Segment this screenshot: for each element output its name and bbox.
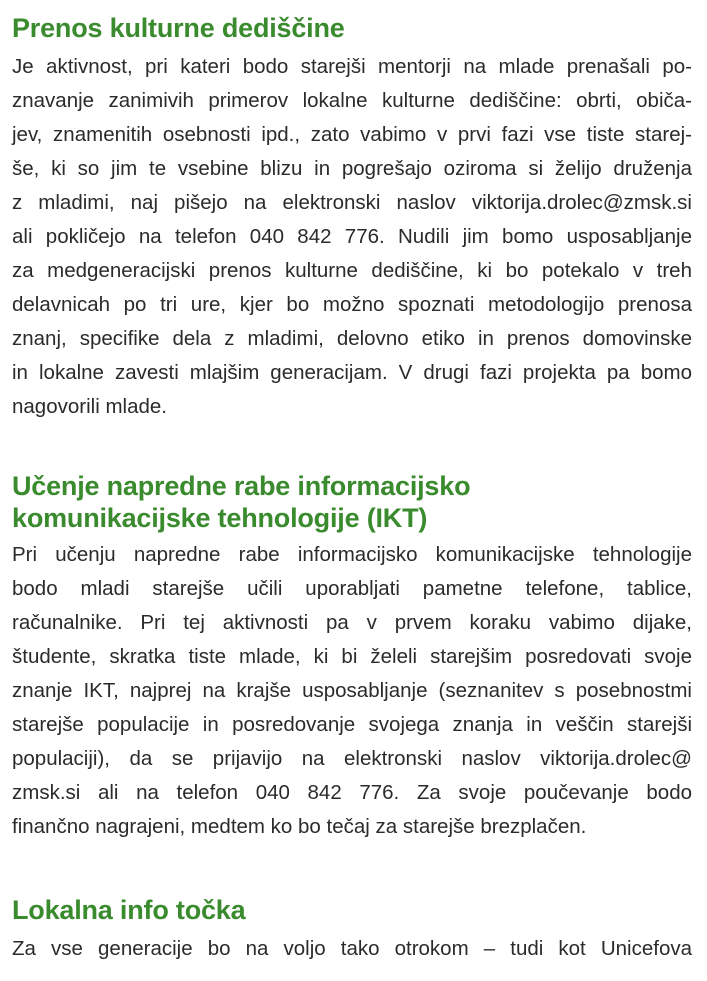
text-line: starejše populacije in posredovanje svojega znanja in veščin starejši	[12, 713, 692, 736]
text-line: in lokalne zavesti mlajšim generacijam. V drugi fazi projekta pa bomo	[12, 361, 692, 384]
text-line: znanj, specifike dela z mladimi, delovno etiko in prenos domovinske	[12, 327, 692, 350]
text-line: delavnicah po tri ure, kjer bo možno spoznati metodologijo prenosa	[12, 293, 692, 316]
section-heading	[12, 894, 692, 926]
section-cultural-heritage	[12, 12, 692, 424]
heading-line: Lokalna info točka	[12, 895, 246, 925]
heading-line: Učenje napredne rabe informacijsko	[12, 471, 471, 501]
text-line: znanje IKT, najprej na krajše usposabljanje (seznanitev s posebnostmi	[12, 679, 692, 702]
section-ict-learning	[12, 470, 692, 844]
heading-line: komunikacijske tehnologije (IKT)	[12, 503, 428, 533]
text-line: še, ki so jim te vsebine blizu in pogrešajo oziroma si želijo druženja	[12, 157, 692, 180]
section-heading	[12, 470, 692, 534]
text-line: za medgeneracijski prenos kulturne dediščine, ki bo potekalo v treh	[12, 259, 692, 282]
text-line: ali pokličejo na telefon 040 842 776. Nudili jim bomo usposabljanje	[12, 225, 692, 248]
section-heading	[12, 12, 692, 44]
text-line: populaciji), da se prijavijo na elektronski naslov viktorija.drolec@	[12, 747, 692, 770]
text-line: finančno nagrajeni, medtem ko bo tečaj za starejše brezplačen.	[12, 815, 587, 838]
text-line: Je aktivnost, pri kateri bodo starejši mentorji na mlade prenašali po-	[12, 55, 692, 78]
text-line: študente, skratka tiste mlade, ki bi želeli starejšim posredovati svoje	[12, 645, 692, 668]
text-line: Pri učenju napredne rabe informacijsko komunikacijske tehnologije	[12, 543, 692, 566]
section-paragraph	[12, 932, 692, 966]
heading-line: Prenos kulturne dediščine	[12, 13, 345, 43]
section-paragraph	[12, 50, 692, 424]
text-line: računalnike. Pri tej aktivnosti pa v prvem koraku vabimo dijake,	[12, 611, 692, 634]
text-line: znavanje zanimivih primerov lokalne kulturne dediščine: obrti, običa-	[12, 89, 692, 112]
text-line: z mladimi, naj pišejo na elektronski naslov viktorija.drolec@zmsk.si	[12, 191, 692, 214]
text-line: bodo mladi starejše učili uporabljati pametne telefone, tablice,	[12, 577, 692, 600]
section-paragraph	[12, 538, 692, 844]
text-line: nagovorili mlade.	[12, 395, 167, 418]
text-line: Za vse generacije bo na voljo tako otrokom – tudi kot Unicefova	[12, 937, 692, 960]
section-local-info-point	[12, 894, 692, 966]
text-line: jev, znamenitih osebnosti ipd., zato vabimo v prvi fazi vse tiste starej-	[12, 123, 692, 146]
text-line: zmsk.si ali na telefon 040 842 776. Za svoje poučevanje bodo	[12, 781, 692, 804]
